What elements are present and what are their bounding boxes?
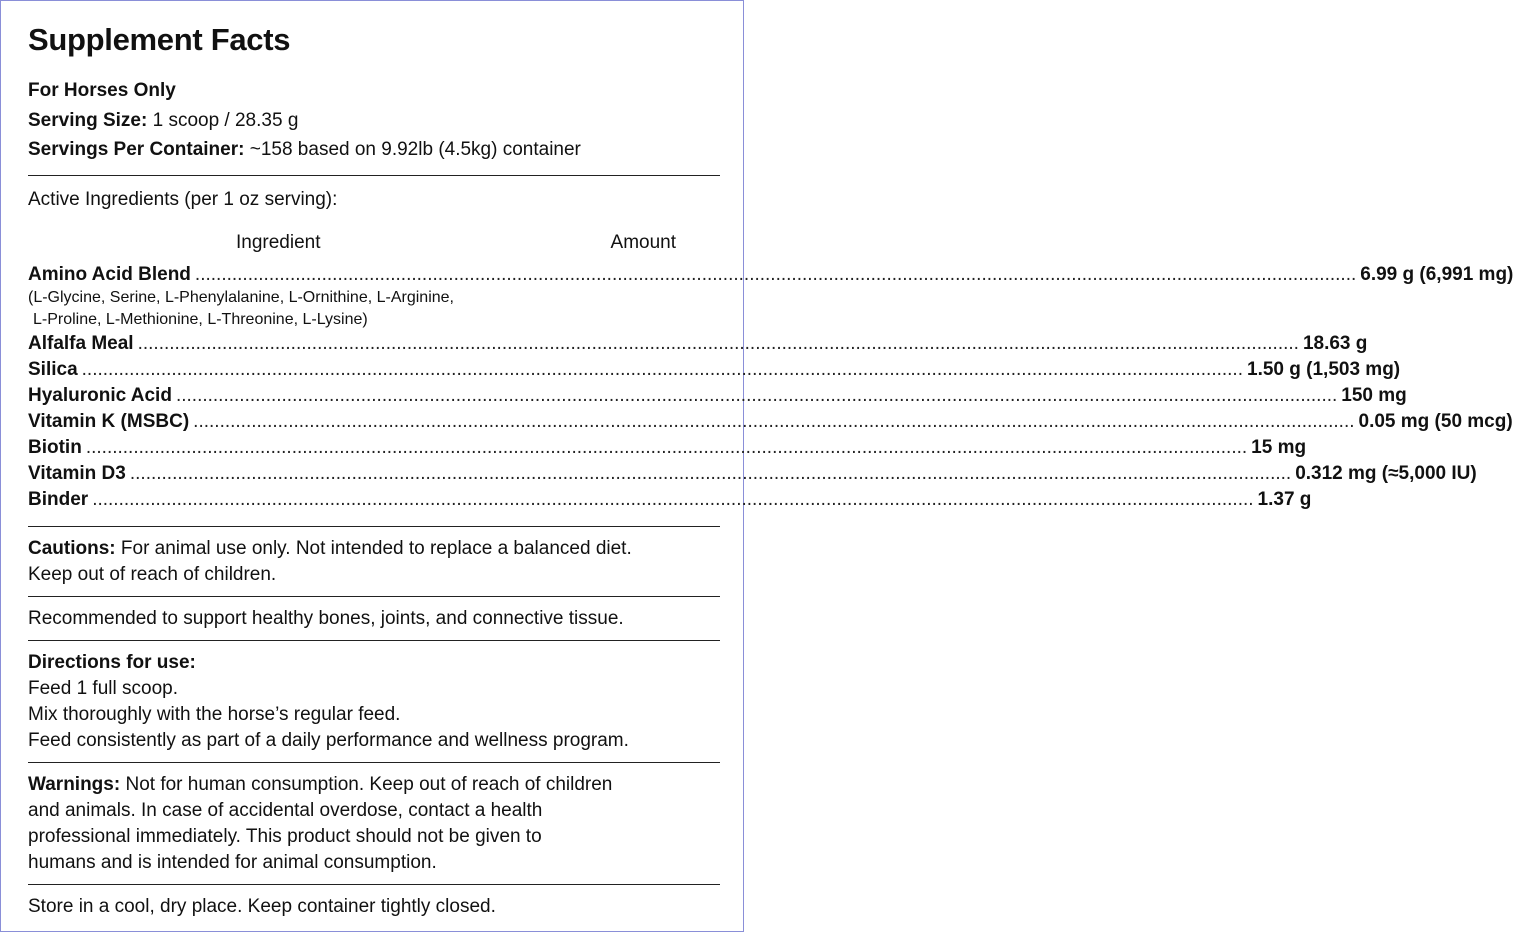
divider	[28, 175, 720, 176]
cautions-line-2: Keep out of reach of children.	[28, 563, 277, 585]
cautions-line-1	[28, 536, 720, 562]
directions-label: Directions for use:	[28, 651, 196, 673]
active-ingredients-heading: Active Ingredients (per 1 oz serving):	[28, 188, 338, 210]
for-horses-only: For Horses Only	[28, 80, 176, 101]
warnings-line-1	[28, 772, 720, 798]
leader-dots: ............................................................................................................................................................................................................................	[92, 488, 1254, 510]
direction-line: Mix thoroughly with the horse’s regular feed.	[28, 703, 401, 725]
direction-line: Feed consistently as part of a daily performance and wellness program.	[28, 729, 629, 751]
ingredient-amount: 15 mg	[1251, 436, 1307, 458]
ingredient-name: Vitamin D3	[28, 462, 126, 484]
ingredient-row	[28, 461, 1477, 487]
ingredient-amount: 6.99 g (6,991 mg)	[1360, 263, 1513, 285]
leader-dots: ............................................................................................................................................................................................................................	[85, 436, 1248, 458]
ingredient-amount: 18.63 g	[1302, 332, 1368, 354]
amino-components-line-1: (L-Glycine, Serine, L-Phenylalanine, L-Ornithine, L-Arginine,	[28, 288, 454, 306]
direction-line: Feed 1 full scoop.	[28, 677, 178, 699]
serving-size	[28, 106, 720, 136]
storage-instructions: Store in a cool, dry place. Keep container tightly closed.	[28, 895, 496, 917]
amino-acid-components	[28, 287, 720, 331]
ingredient-row	[28, 409, 1513, 435]
column-amount: Amount	[610, 231, 676, 253]
serving-info	[28, 76, 720, 165]
leader-dots: ............................................................................................................................................................................................................................	[81, 358, 1243, 380]
ingredient-amount: 0.312 mg (≈5,000 IU)	[1295, 462, 1477, 484]
leader-dots: ............................................................................................................................................................................................................................	[194, 263, 1357, 285]
column-ingredient: Ingredient	[236, 231, 321, 253]
leader-dots: ............................................................................................................................................................................................................................	[129, 462, 1292, 484]
warnings-text: Not for human consumption. Keep out of reach of children	[125, 773, 613, 795]
warnings-line-2: and animals. In case of accidental overdose, contact a health	[28, 799, 543, 821]
ingredient-row	[28, 435, 1307, 461]
panel-content	[28, 21, 1513, 928]
cautions-text: For animal use only. Not intended to replace a balanced diet.	[120, 537, 632, 559]
ingredient-amount: 0.05 mg (50 mcg)	[1358, 410, 1513, 432]
ingredient-table-header	[28, 232, 720, 258]
servings-label: Servings Per Container:	[28, 139, 245, 160]
ingredient-list	[28, 262, 1513, 513]
ingredient-row	[28, 383, 1407, 409]
servings-value: ~158 based on 9.92lb (4.5kg) container	[249, 139, 581, 160]
ingredient-row	[28, 331, 1368, 357]
leader-dots: ............................................................................................................................................................................................................................	[137, 332, 1299, 354]
warnings-line-4: humans and is intended for animal consumption.	[28, 851, 437, 873]
recommendation: Recommended to support healthy bones, joints, and connective tissue.	[28, 607, 624, 629]
ingredient-row	[28, 487, 1312, 513]
ingredient-name: Vitamin K (MSBC)	[28, 410, 190, 432]
ingredient-amount: 150 mg	[1341, 384, 1407, 406]
ingredient-name: Alfalfa Meal	[28, 332, 134, 354]
ingredient-name: Silica	[28, 358, 78, 380]
panel-title: Supplement Facts	[28, 22, 291, 57]
warnings-label: Warnings:	[28, 773, 121, 795]
ingredient-row	[28, 262, 1513, 288]
ingredient-row	[28, 357, 1401, 383]
leader-dots: ............................................................................................................................................................................................................................	[193, 410, 1355, 432]
servings-per-container	[28, 135, 720, 165]
ingredient-amount: 1.37 g	[1257, 488, 1312, 510]
warnings-section	[28, 763, 720, 884]
ingredient-name: Biotin	[28, 436, 82, 458]
amino-components-line-2: L-Proline, L-Methionine, L-Threonine, L-Lysine)	[33, 310, 368, 328]
ingredient-name: Hyaluronic Acid	[28, 384, 172, 406]
warnings-line-3: professional immediately. This product should not be given to	[28, 825, 542, 847]
cautions-section	[28, 527, 720, 596]
ingredient-name: Amino Acid Blend	[28, 263, 191, 285]
ingredient-name: Binder	[28, 488, 89, 510]
leader-dots: ............................................................................................................................................................................................................................	[175, 384, 1338, 406]
ingredient-amount: 1.50 g (1,503 mg)	[1247, 358, 1401, 380]
serving-size-value: 1 scoop / 28.35 g	[152, 109, 299, 131]
cautions-label: Cautions:	[28, 537, 116, 559]
directions-section	[28, 641, 720, 762]
serving-size-label: Serving Size:	[28, 109, 148, 131]
